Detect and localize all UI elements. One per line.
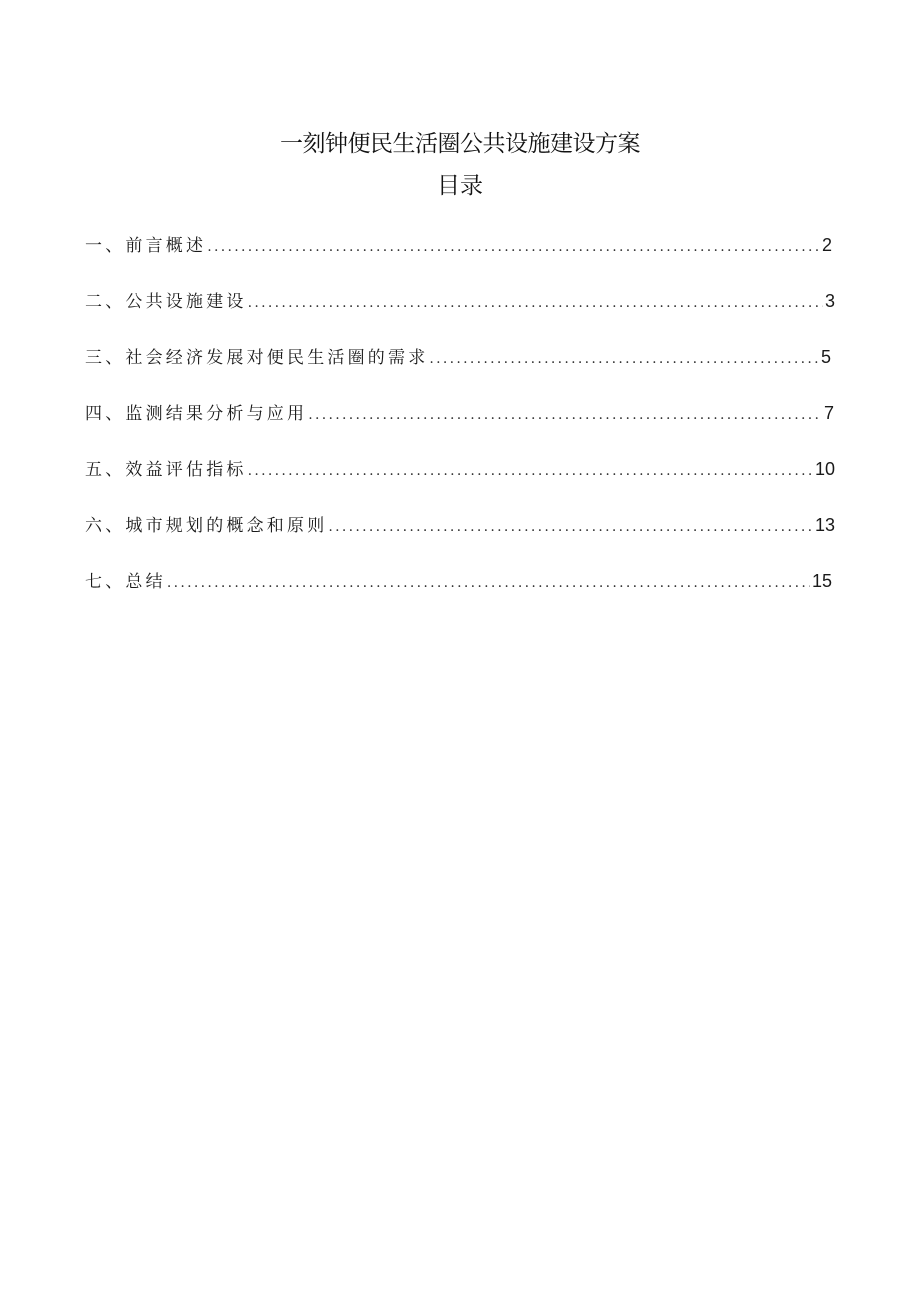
toc-entry-2[interactable] (85, 287, 835, 315)
toc-entry-label: 七、总结 (85, 572, 166, 592)
toc-dot-leader (328, 513, 813, 539)
toc-entry-label: 四、监测结果分析与应用 (85, 404, 308, 424)
toc-dot-leader (248, 457, 813, 483)
toc-page-number: 7 (823, 403, 834, 423)
toc-page-number: 10 (814, 459, 835, 479)
toc-dot-leader (167, 569, 810, 595)
toc-entry-label: 一、前言概述 (85, 236, 207, 256)
toc-entry-4[interactable] (85, 399, 834, 427)
toc-dot-leader (248, 289, 823, 315)
toc-dot-leader (207, 233, 820, 259)
toc-page-number: 3 (824, 291, 835, 311)
toc-page-number: 13 (814, 515, 835, 535)
toc-heading: 目录 (437, 173, 483, 199)
toc-dot-leader (429, 345, 819, 371)
toc-entry-6[interactable] (85, 511, 835, 539)
toc-entry-label: 五、效益评估指标 (85, 460, 247, 480)
toc-entry-label: 二、公共设施建设 (85, 292, 247, 312)
toc-dot-leader (308, 401, 822, 427)
document-title: 一刻钟便民生活圈公共设施建设方案 (280, 131, 640, 157)
toc-page-number: 2 (821, 235, 832, 255)
toc-entry-7[interactable] (85, 567, 832, 595)
toc-entry-5[interactable] (85, 455, 835, 483)
toc-entry-3[interactable] (85, 343, 831, 371)
toc-entry-label: 三、社会经济发展对便民生活圈的需求 (85, 348, 429, 368)
toc-entry-label: 六、城市规划的概念和原则 (85, 516, 328, 536)
toc-entry-1[interactable] (85, 231, 832, 259)
toc-page-number: 5 (820, 347, 831, 367)
toc-page-number: 15 (811, 571, 832, 591)
